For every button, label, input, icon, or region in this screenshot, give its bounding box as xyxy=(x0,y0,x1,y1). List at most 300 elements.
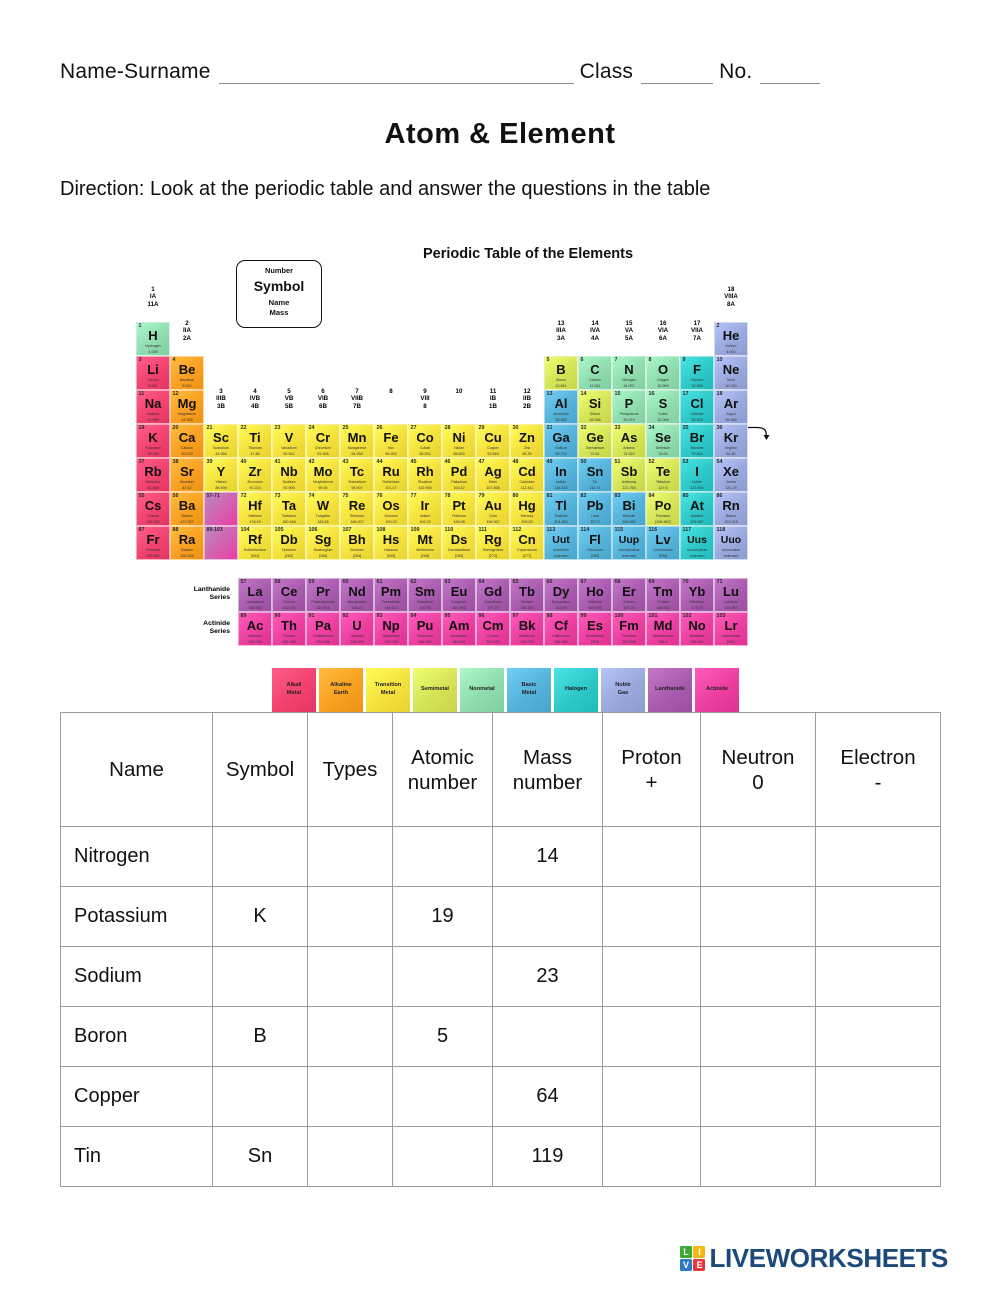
element-cell-Eu xyxy=(442,578,476,612)
element-cell-Cn xyxy=(510,526,544,560)
element-number: 20 xyxy=(172,425,179,431)
element-name: Americium xyxy=(450,634,468,638)
element-cell-Te xyxy=(646,458,680,492)
element-number: 3 xyxy=(138,357,142,363)
element-symbol: Be xyxy=(178,362,196,377)
element-name: Manganese xyxy=(347,446,367,450)
element-symbol: Dy xyxy=(552,584,570,599)
name-input-line[interactable] xyxy=(219,65,574,84)
cell-mass-number[interactable] xyxy=(493,887,603,947)
key-number-label: Number xyxy=(265,266,293,275)
group-header-3: 3 IIIB 3B xyxy=(216,388,226,410)
element-name: Platinum xyxy=(452,514,466,518)
legend-swatch-noblegas: Noble Gas xyxy=(601,668,645,712)
header-main: Electron xyxy=(840,745,916,769)
element-mass: 30.974 xyxy=(623,417,635,422)
element-cell-Au xyxy=(476,492,510,526)
element-name: Krypton xyxy=(724,446,738,450)
element-symbol: Sn xyxy=(586,464,604,479)
element-name: Seaborgium xyxy=(313,548,333,552)
element-mass: unknown xyxy=(553,553,569,558)
element-cell-Ar xyxy=(714,390,748,424)
element-name: Rubidium xyxy=(145,480,161,484)
element-symbol: Al xyxy=(554,396,568,411)
element-name: Niobium xyxy=(282,480,296,484)
element-name: Dubnium xyxy=(281,548,296,552)
element-cell-Rb xyxy=(136,458,170,492)
element-number: 44 xyxy=(376,459,383,465)
element-symbol: Lr xyxy=(724,618,738,633)
cell-mass-number[interactable]: 119 xyxy=(493,1127,603,1187)
element-name: Lithium xyxy=(147,378,159,382)
element-name: Oxygen xyxy=(656,378,670,382)
element-symbol: Mn xyxy=(347,430,367,445)
element-name: Tungsten xyxy=(315,514,331,518)
number-label: No. xyxy=(719,60,753,83)
element-cell-Ag xyxy=(476,458,510,492)
element-name: Chromium xyxy=(314,446,332,450)
element-symbol: Pd xyxy=(450,464,468,479)
element-name: Uranium xyxy=(350,634,364,638)
element-name: Yttrium xyxy=(215,480,227,484)
class-label: Class xyxy=(579,60,634,83)
element-mass: 106.42 xyxy=(453,485,465,490)
element-mass: 28.086 xyxy=(589,417,601,422)
element-mass: 84.80 xyxy=(726,451,736,456)
number-input-line[interactable] xyxy=(760,65,820,84)
cell-mass-number[interactable]: 64 xyxy=(493,1067,603,1127)
element-mass: 140.908 xyxy=(316,605,330,610)
cell-types[interactable] xyxy=(308,1067,393,1127)
cell-types[interactable] xyxy=(308,947,393,1007)
element-number: 15 xyxy=(614,391,621,397)
element-mass: 39.948 xyxy=(725,417,737,422)
element-cell-Ir xyxy=(408,492,442,526)
header-main: Proton xyxy=(621,745,682,769)
cell-symbol[interactable]: B xyxy=(213,1007,308,1067)
element-mass: [268] xyxy=(420,553,430,558)
cell-proton[interactable] xyxy=(603,887,701,947)
table-row xyxy=(61,887,941,947)
element-name: Titanium xyxy=(248,446,262,450)
element-number: 83 xyxy=(614,493,621,499)
element-cell-Tc xyxy=(340,458,374,492)
element-number: 87 xyxy=(138,527,145,533)
cell-neutron[interactable] xyxy=(701,1007,816,1067)
cell-electron[interactable] xyxy=(816,947,941,1007)
cell-symbol[interactable] xyxy=(213,947,308,1007)
element-mass: [269] xyxy=(386,553,396,558)
element-name: Silver xyxy=(488,480,498,484)
element-mass: 118.71 xyxy=(589,485,601,490)
element-number: 12 xyxy=(172,391,179,397)
cell-neutron[interactable] xyxy=(701,887,816,947)
element-number: 84 xyxy=(648,493,655,499)
element-symbol: Pa xyxy=(315,618,331,633)
element-name: Antimony xyxy=(621,480,637,484)
element-symbol: Fe xyxy=(383,430,399,445)
element-cell-S xyxy=(646,390,680,424)
element-number: 113 xyxy=(546,527,556,533)
element-number: 94 xyxy=(410,613,417,619)
element-cell-Cs xyxy=(136,492,170,526)
logo-tile-e: E xyxy=(693,1259,705,1271)
element-cell-Fr xyxy=(136,526,170,560)
element-name: Gadolinium xyxy=(484,600,502,604)
element-number: 41 xyxy=(274,459,281,465)
cell-proton[interactable] xyxy=(603,947,701,1007)
class-input-line[interactable] xyxy=(641,65,713,84)
table-body xyxy=(61,827,941,1187)
element-cell-Er xyxy=(612,578,646,612)
element-cell-Sr xyxy=(170,458,204,492)
cell-types[interactable] xyxy=(308,887,393,947)
cell-name: Copper xyxy=(61,1067,213,1127)
element-number: 111 xyxy=(478,527,487,533)
element-cell-Pd xyxy=(442,458,476,492)
element-name: Sodium xyxy=(147,412,159,416)
element-number: 89 xyxy=(240,613,247,619)
column-header-electron xyxy=(816,713,941,827)
element-symbol: Th xyxy=(281,618,297,633)
element-name: Iodine xyxy=(692,480,702,484)
cell-electron[interactable] xyxy=(816,827,941,887)
element-mass: 247.070 xyxy=(520,639,534,644)
element-name: Rhodium xyxy=(417,480,432,484)
element-symbol: Tb xyxy=(519,584,535,599)
element-name: Mendelevium xyxy=(652,634,674,638)
cell-mass-number[interactable]: 14 xyxy=(493,827,603,887)
element-symbol: Br xyxy=(689,430,705,445)
element-number: 102 xyxy=(682,613,692,619)
element-number: 54 xyxy=(716,459,723,465)
element-cell-Ce xyxy=(272,578,306,612)
element-name: Polonium xyxy=(655,514,671,518)
element-cell-Mo xyxy=(306,458,340,492)
element-symbol: Zn xyxy=(519,430,535,445)
cell-atomic-number[interactable] xyxy=(393,827,493,887)
cell-mass-number[interactable]: 23 xyxy=(493,947,603,1007)
table-row xyxy=(61,1067,941,1127)
element-cell-Mn xyxy=(340,424,374,458)
element-cell-Tb xyxy=(510,578,544,612)
element-symbol: Pu xyxy=(416,618,434,633)
element-number: 17 xyxy=(682,391,689,397)
element-number: 21 xyxy=(206,425,213,431)
element-cell-Be xyxy=(170,356,204,390)
table-row xyxy=(61,827,941,887)
cell-neutron[interactable] xyxy=(701,1067,816,1127)
element-number: 85 xyxy=(682,493,689,499)
element-symbol: Er xyxy=(622,584,636,599)
cell-name: Sodium xyxy=(61,947,213,1007)
actinide-series-label: Actinide Series xyxy=(203,620,230,636)
element-symbol: Zr xyxy=(248,464,262,479)
element-symbol: Fr xyxy=(146,532,160,547)
element-symbol: Bh xyxy=(348,532,366,547)
column-header-mass xyxy=(493,713,603,827)
element-number: 66 xyxy=(546,579,553,585)
element-name: Beryllium xyxy=(179,378,195,382)
header-main: Neutron xyxy=(721,745,795,769)
element-symbol: Li xyxy=(147,362,159,377)
element-cell-Gd xyxy=(476,578,510,612)
group-header-17: 17 VIIA 7A xyxy=(690,320,704,342)
element-symbol: Cf xyxy=(554,618,568,633)
header-sub: number xyxy=(407,770,478,794)
element-cell-Ne xyxy=(714,356,748,390)
element-number: 47 xyxy=(478,459,485,465)
element-name: Sulfur xyxy=(658,412,668,416)
cell-proton[interactable] xyxy=(603,827,701,887)
cell-symbol[interactable] xyxy=(213,827,308,887)
cell-atomic-number[interactable] xyxy=(393,947,493,1007)
element-symbol: Po xyxy=(654,498,672,513)
cell-symbol[interactable]: Sn xyxy=(213,1127,308,1187)
element-mass: 26.982 xyxy=(555,417,567,422)
element-mass: 20.180 xyxy=(725,383,737,388)
element-mass: [254] xyxy=(590,639,600,644)
element-mass: 50.942 xyxy=(283,451,295,456)
element-number: 23 xyxy=(274,425,281,431)
cell-neutron[interactable] xyxy=(701,827,816,887)
element-mass: 44.956 xyxy=(215,451,227,456)
element-number: 86 xyxy=(716,493,723,499)
element-symbol: Cr xyxy=(315,430,331,445)
element-cell-Cm xyxy=(476,612,510,646)
element-symbol: Ag xyxy=(484,464,502,479)
element-name: Zinc xyxy=(523,446,531,450)
element-number: 82 xyxy=(580,493,587,499)
element-name: Osmium xyxy=(384,514,398,518)
cell-types[interactable] xyxy=(308,827,393,887)
element-mass: unknown xyxy=(621,553,637,558)
element-cell-Ba xyxy=(170,492,204,526)
element-name: Californium xyxy=(552,634,570,638)
element-number: 4 xyxy=(172,357,176,363)
element-cell-Cd xyxy=(510,458,544,492)
element-number: 107 xyxy=(342,527,352,533)
element-cell-Os xyxy=(374,492,408,526)
legend-swatch-alkaline: Alkaline Earth xyxy=(319,668,363,712)
element-mass: 200.59 xyxy=(521,519,533,524)
element-name: Carbon xyxy=(589,378,601,382)
group-header-10: 10 xyxy=(455,388,463,395)
cell-types[interactable] xyxy=(308,1127,393,1187)
element-cell-Pt xyxy=(442,492,476,526)
element-cell-Ac xyxy=(238,612,272,646)
element-number: 18 xyxy=(716,391,723,397)
element-symbol: Np xyxy=(382,618,400,633)
element-name: Cadmium xyxy=(519,480,535,484)
column-header-atomic xyxy=(393,713,493,827)
element-cell-Np xyxy=(374,612,408,646)
cell-electron[interactable] xyxy=(816,1127,941,1187)
element-number: 42 xyxy=(308,459,315,465)
element-cell-Cu xyxy=(476,424,510,458)
element-cell-Rh xyxy=(408,458,442,492)
element-name: Ununseptium xyxy=(686,548,708,552)
element-name: Holmium xyxy=(588,600,602,604)
element-symbol: Cm xyxy=(482,618,504,633)
element-cell-He xyxy=(714,322,748,356)
logo-tile-v: V xyxy=(680,1259,692,1271)
table-row xyxy=(61,1007,941,1067)
element-name: Berkelium xyxy=(519,634,535,638)
cell-electron[interactable] xyxy=(816,1007,941,1067)
element-number: 78 xyxy=(444,493,451,499)
element-number: 55 xyxy=(138,493,145,499)
element-mass: 183.85 xyxy=(317,519,329,524)
element-number: 71 xyxy=(716,579,723,585)
element-mass: 47.88 xyxy=(250,451,260,456)
cell-atomic-number[interactable]: 19 xyxy=(393,887,493,947)
element-mass: [261] xyxy=(250,553,260,558)
element-symbol: Ca xyxy=(178,430,196,445)
table-header-row xyxy=(61,713,941,827)
cell-mass-number[interactable] xyxy=(493,1007,603,1067)
element-symbol: As xyxy=(620,430,638,445)
element-cell-Ru xyxy=(374,458,408,492)
element-symbol: Ce xyxy=(280,584,298,599)
element-number: 49 xyxy=(546,459,553,465)
element-number: 109 xyxy=(410,527,420,533)
element-name: Neodymium xyxy=(347,600,367,604)
element-name: Europium xyxy=(451,600,467,604)
element-number: 92 xyxy=(342,613,349,619)
element-cell-Zn xyxy=(510,424,544,458)
group-header-2: 2 IIA 2A xyxy=(183,320,191,342)
element-symbol: Ga xyxy=(552,430,570,445)
element-mass: 207.2 xyxy=(590,519,600,524)
cell-types[interactable] xyxy=(308,1007,393,1067)
element-number: 25 xyxy=(342,425,349,431)
element-number: 96 xyxy=(478,613,485,619)
element-mass: 132.905 xyxy=(146,519,160,524)
element-mass: 65.39 xyxy=(522,451,532,456)
column-header-name xyxy=(61,713,213,827)
element-number: 29 xyxy=(478,425,485,431)
element-cell-Br xyxy=(680,424,714,458)
element-symbol: Cs xyxy=(144,498,162,513)
element-name: Praseodymium xyxy=(311,600,335,604)
element-cell-Mg xyxy=(170,390,204,424)
element-name: Gold xyxy=(489,514,497,518)
element-symbol: Rf xyxy=(248,532,262,547)
cell-electron[interactable] xyxy=(816,887,941,947)
element-number: 61 xyxy=(376,579,383,585)
element-mass: 232.038 xyxy=(282,639,296,644)
element-number: 104 xyxy=(240,527,250,533)
element-name: Rhenium xyxy=(349,514,364,518)
element-cell-Lu xyxy=(714,578,748,612)
element-cell-Ti xyxy=(238,424,272,458)
element-symbol: Nb xyxy=(280,464,298,479)
cell-atomic-number[interactable] xyxy=(393,1067,493,1127)
cell-name: Boron xyxy=(61,1007,213,1067)
element-cell-Bh xyxy=(340,526,374,560)
element-number: 50 xyxy=(580,459,587,465)
element-symbol: I xyxy=(695,464,699,479)
cell-neutron[interactable] xyxy=(701,1127,816,1187)
group-header-11: 11 IB 1B xyxy=(489,388,497,410)
element-symbol: Rn xyxy=(722,498,740,513)
element-symbol: Cl xyxy=(690,396,704,411)
element-symbol: Cd xyxy=(518,464,536,479)
element-symbol: Pb xyxy=(586,498,604,513)
cell-atomic-number[interactable]: 5 xyxy=(393,1007,493,1067)
element-cell-Ge xyxy=(578,424,612,458)
element-number: 24 xyxy=(308,425,315,431)
element-symbol: Lu xyxy=(723,584,739,599)
element-mass: 196.967 xyxy=(486,519,500,524)
cell-neutron[interactable] xyxy=(701,947,816,1007)
group-header-12: 12 IIB 2B xyxy=(523,388,531,410)
element-cell-Yb xyxy=(680,578,714,612)
element-symbol: La xyxy=(247,584,263,599)
element-mass: 1.008 xyxy=(148,349,158,354)
element-cell-Hs xyxy=(374,526,408,560)
element-name: Calcium xyxy=(180,446,194,450)
element-number: 27 xyxy=(410,425,417,431)
cell-symbol[interactable]: K xyxy=(213,887,308,947)
element-number: 8 xyxy=(648,357,652,363)
element-name: Curium xyxy=(487,634,499,638)
element-mass: 121.760 xyxy=(622,485,636,490)
element-mass: 58.933 xyxy=(419,451,431,456)
element-symbol: Pm xyxy=(380,584,402,599)
element-number: 46 xyxy=(444,459,451,465)
element-number: 101 xyxy=(648,613,658,619)
element-mass: 35.453 xyxy=(691,417,703,422)
column-header-neutron xyxy=(701,713,816,827)
element-number: 72 xyxy=(240,493,247,499)
element-name: Fermium xyxy=(622,634,636,638)
element-number: 73 xyxy=(274,493,281,499)
element-mass: 247.070 xyxy=(486,639,500,644)
element-cell-Sn xyxy=(578,458,612,492)
cell-proton[interactable] xyxy=(603,1067,701,1127)
element-mass: 186.207 xyxy=(350,519,364,524)
cell-symbol[interactable] xyxy=(213,1067,308,1127)
element-symbol: At xyxy=(690,498,704,513)
element-name: Nickel xyxy=(454,446,464,450)
lanthanide-series-label: Lanthanide Series xyxy=(193,586,230,602)
element-name: Cesium xyxy=(147,514,159,518)
element-name: Ununoctium xyxy=(721,548,741,552)
element-symbol: H xyxy=(148,328,158,343)
element-symbol: Ni xyxy=(452,430,466,445)
element-cell-Hf xyxy=(238,492,272,526)
element-mass: [272] xyxy=(488,553,498,558)
element-cell-U xyxy=(340,612,374,646)
element-name: Darmstadtium xyxy=(448,548,470,552)
element-cell-Tl xyxy=(544,492,578,526)
element-number: 100 xyxy=(614,613,624,619)
element-symbol: Pr xyxy=(316,584,330,599)
cell-electron[interactable] xyxy=(816,1067,941,1127)
cell-proton[interactable] xyxy=(603,1007,701,1067)
element-name: Strontium xyxy=(179,480,195,484)
element-mass: 226.025 xyxy=(180,553,194,558)
element-symbol: Ho xyxy=(586,584,604,599)
header-main: Symbol xyxy=(225,758,295,781)
legend-swatch-nonmetal: Nonmetal xyxy=(460,668,504,712)
element-symbol: B xyxy=(556,362,566,377)
element-symbol: Ti xyxy=(249,430,261,445)
cell-atomic-number[interactable] xyxy=(393,1127,493,1187)
cell-proton[interactable] xyxy=(603,1127,701,1187)
